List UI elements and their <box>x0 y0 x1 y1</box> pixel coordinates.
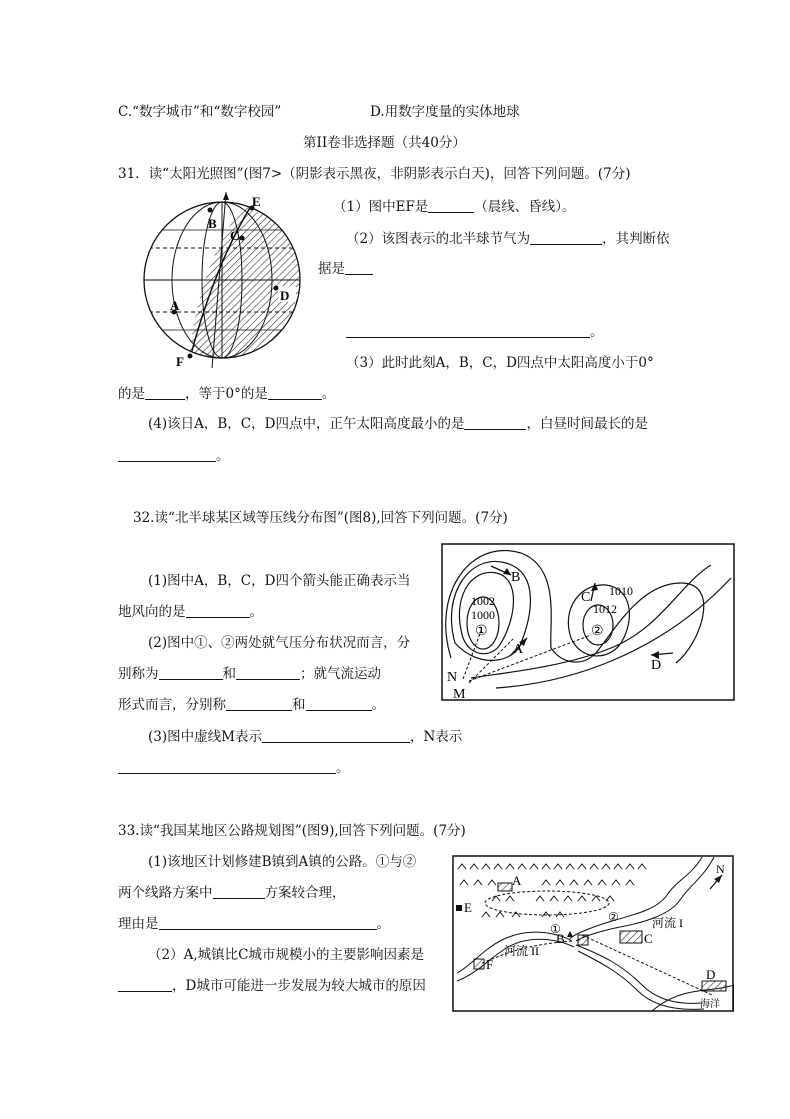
q33-stem: 33.读“我国某地区公路规划图”(图9),回答下列问题。(7分) <box>118 823 466 839</box>
q32-part1-answer: 地风向的是 。 <box>118 604 263 620</box>
q33-label-c: C <box>644 931 653 946</box>
q33-river-1: 河流 I <box>652 916 683 930</box>
q32-isobar-figure <box>441 543 735 701</box>
q32-isobar-1000: 1000 <box>471 608 495 622</box>
q32-part3-blank: 。 <box>118 758 350 778</box>
q33-part1-plan: 两个线路方案中 方案较合理， <box>118 885 346 901</box>
q33-road-figure <box>452 855 734 1012</box>
q32-part3: (3)图中虚线M表示 ，N表示 <box>148 729 463 745</box>
q33-label-b: B <box>556 931 565 946</box>
section-title: 第II卷非选择题（共40分） <box>303 135 466 151</box>
q31-label-e: E <box>252 194 261 209</box>
q31-part4-blank: 。 <box>118 446 230 466</box>
q33-label-a: A <box>512 873 522 888</box>
q32-label-a: A <box>513 642 524 657</box>
q31-label-d: D <box>280 288 290 303</box>
q31-part2-basis: 据是 <box>318 259 373 279</box>
q32-isobar-1010: 1010 <box>609 584 633 598</box>
q32-label-m: M <box>453 687 466 701</box>
q33-part2: （2）A,城镇比C城市规模小的主要影响因素是 <box>148 947 424 963</box>
q32-label-d: D <box>651 658 662 673</box>
q32-isobar-1012: 1012 <box>593 602 617 616</box>
q33-part2-answer: ，D城市可能进一步发展为较大城市的原因 <box>118 976 426 996</box>
q30-option-c: C.“数字城市”和“数字校园” <box>118 104 282 120</box>
q33-route-1: ① <box>550 922 561 936</box>
q32-label-n: N <box>447 670 458 685</box>
q31-part3-answer: 的是 ，等于0°的是 。 <box>118 386 336 402</box>
q32-label-b: B <box>511 570 521 585</box>
q32-stem: 32.读“北半球某区域等压线分布图”(图8),回答下列问题。(7分) <box>133 510 508 526</box>
q31-part2-blank: 。 <box>346 322 604 342</box>
q32-circle-2: ② <box>591 624 604 639</box>
q31-label-a: A <box>170 298 180 313</box>
q31-label-b: B <box>208 216 217 231</box>
q31-stem: 31．读“太阳光照图”(图7>（阴影表示黑夜，非阴影表示白天)，回答下列问题。(7分) <box>118 166 631 182</box>
q31-part2: （2）该图表示的北半球节气为 ，其判断依 <box>346 231 670 247</box>
q33-route-2: ② <box>608 910 619 924</box>
q32-part2: (2)图中①、②两处就气压分布状况而言，分 <box>148 635 411 651</box>
q32-part1: (1)图中A，B，C，D四个箭头能正确表示当 <box>148 573 411 589</box>
q33-part1: (1)该地区计划修建B镇到A镇的公路。①与② <box>148 854 417 870</box>
q33-label-d: D <box>706 967 716 982</box>
q31-part4: (4)该日A，B，C，D四点中，正午太阳高度最小的是 ，白昼时间最长的是 <box>148 416 648 432</box>
q32-isobar-1002: 1002 <box>471 594 495 608</box>
q33-label-f: F <box>486 957 494 972</box>
q32-part2-names: 别称为 和 ；就气流运动 <box>118 666 381 682</box>
q31-label-f: F <box>176 354 184 369</box>
q31-label-c: C <box>230 228 240 243</box>
q31-sunlight-figure <box>138 190 310 370</box>
q32-label-c: C <box>581 590 591 605</box>
q33-ocean-label: 海洋 <box>700 999 720 1010</box>
q32-part2-flow: 形式而言，分别称 和 。 <box>118 697 385 713</box>
q31-part3: （3）此时此刻A，B，C，D四点中太阳高度小于0° <box>346 355 654 371</box>
q33-river-2: 河流 II <box>504 944 539 958</box>
q31-part1: （1）图中EF是 （晨线、昏线）。 <box>333 199 576 215</box>
q33-label-e: E <box>464 900 472 915</box>
q30-option-d: D.用数字度量的实体地球 <box>370 104 520 120</box>
q33-part1-reason: 理由是 。 <box>118 916 390 932</box>
q32-circle-1: ① <box>475 624 488 639</box>
q33-north-label: N <box>716 862 725 876</box>
